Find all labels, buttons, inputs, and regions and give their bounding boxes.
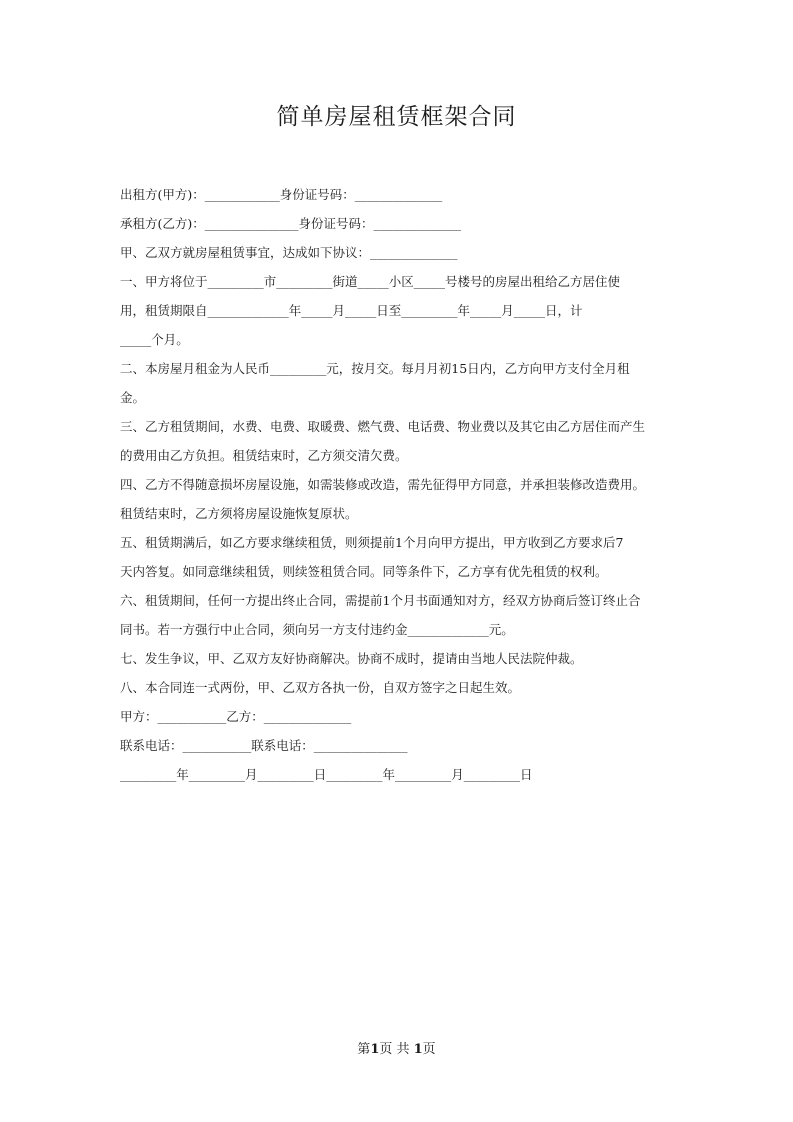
clause-4-line-2: 租赁结束时，乙方须将房屋设施恢复原状。 — [120, 506, 358, 521]
clause-5-line-1: 五、租赁期满后，如乙方要求继续租赁，则须提前1个月向甲方提出，甲方收到乙方要求后7 — [120, 535, 624, 550]
page-footer — [0, 1040, 793, 1060]
clause-3-line-1: 三、乙方租赁期间，水费、电费、取暖费、燃气费、电话费、物业费以及其它由乙方居住而产生 — [120, 419, 646, 434]
clause-5-line-2: 天内答复。如同意继续租赁，则续签租赁合同。同等条件下，乙方享有优先租赁的权利。 — [120, 564, 608, 579]
clause-2-line-2: 金。 — [120, 390, 146, 405]
clause-6-line-1: 六、租赁期间，任何一方提出终止合同，需提前1个月书面通知对方，经双方协商后签订终止合 — [120, 593, 641, 608]
footer-middle: 页 共 — [379, 1042, 414, 1057]
footer-prefix: 第 — [357, 1042, 371, 1057]
lessee-line: 承租方(乙方)：_______________身份证号码：______________ — [120, 216, 462, 231]
footer-total-pages: 1 — [413, 1042, 423, 1057]
clause-1-line-2: 用，租赁期限自_____________年_____月_____日至_________年_____月_____日，计 — [120, 303, 583, 318]
clause-4-line-1: 四、乙方不得随意损坏房屋设施，如需装修或改造，需先征得甲方同意，并承担装修改造费用。 — [120, 477, 646, 492]
date-line: _________年_________月_________日_________年_________月_________日 — [120, 767, 533, 782]
clause-1-line-1: 一、甲方将位于_________市_________街道_____小区_____号楼号的房屋出租给乙方居住使 — [120, 274, 621, 289]
clause-6-line-2: 同书。若一方强行中止合同，须向另一方支付违约金_____________元。 — [120, 622, 514, 637]
clause-1-line-3: _____个月。 — [120, 332, 189, 347]
clause-7-line: 七、发生争议，甲、乙双方友好协商解决。协商不成时，提请由当地人民法院仲裁。 — [120, 651, 583, 666]
contract-body — [120, 180, 680, 789]
footer-suffix: 页 — [422, 1042, 436, 1057]
contact-phone-line: 联系电话：___________联系电话：_______________ — [120, 738, 408, 753]
footer-page-number: 1 — [370, 1042, 380, 1057]
signature-line: 甲方：___________乙方：______________ — [120, 709, 352, 724]
clause-2-line-1: 二、本房屋月租金为人民币_________元，按月交。每月月初15日内，乙方向甲方支付全月租 — [120, 361, 630, 376]
document-title: 简单房屋租赁框架合同 — [276, 104, 517, 130]
clause-3-line-2: 的费用由乙方负担。租赁结束时，乙方须交清欠费。 — [120, 448, 408, 463]
clause-8-line: 八、本合同连一式两份，甲、乙双方各执一份，自双方签字之日起生效。 — [120, 680, 521, 695]
agreement-intro-line: 甲、乙双方就房屋租赁事宜，达成如下协议：______________ — [120, 245, 458, 260]
lessor-line: 出租方(甲方)：____________身份证号码：______________ — [120, 187, 443, 202]
